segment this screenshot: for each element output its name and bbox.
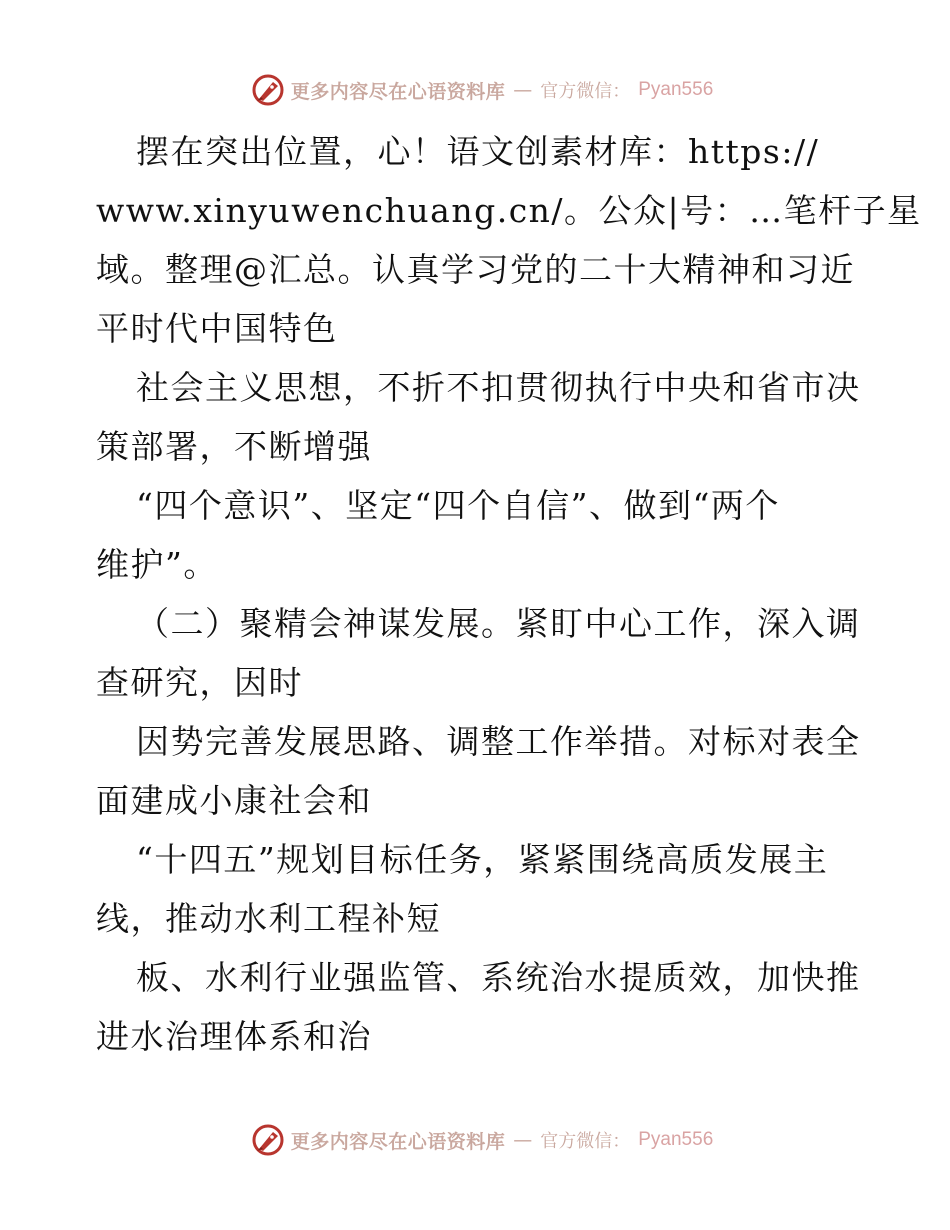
text-line: 查研究，因时 xyxy=(96,663,303,702)
text-line: 维护”。 xyxy=(96,545,218,584)
text-line: 面建成小康社会和 xyxy=(96,781,372,820)
footer-banner xyxy=(0,1120,950,1160)
text-line: 策部署，不断增强 xyxy=(96,427,372,466)
banner-dash: — xyxy=(513,79,533,101)
header-banner-content xyxy=(251,73,714,107)
document-body xyxy=(96,122,922,1066)
banner-wechat-label: 官方微信： xyxy=(540,81,631,102)
banner-wechat-id: Pyan556 xyxy=(638,79,714,100)
banner-promo-text: 更多内容尽在心语资料库 xyxy=(290,1130,506,1153)
text-line: “四个意识”、坚定“四个自信”、做到“两个 xyxy=(136,486,780,525)
text-line: （二）聚精会神谋发展。紧盯中心工作，深入调 xyxy=(136,604,861,643)
text-line: 域。整理@汇总。认真学习党的二十大精神和习近 xyxy=(96,250,855,289)
text-line: 线，推动水利工程补短 xyxy=(96,899,441,938)
text-line: “十四五”规划目标任务，紧紧围绕高质发展主 xyxy=(136,840,829,879)
banner-wechat-label: 官方微信： xyxy=(540,1131,631,1152)
text-line: 因势完善发展思路、调整工作举措。对标对表全 xyxy=(136,722,861,761)
text-line: 社会主义思想，不折不扣贯彻执行中央和省市决 xyxy=(136,368,861,407)
pen-nib-logo-icon xyxy=(251,73,285,107)
text-line: 进水治理体系和治 xyxy=(96,1017,372,1056)
text-line: www.xinyuwenchuang.cn/。公众|号：…笔杆子星 xyxy=(96,191,922,230)
banner-dash: — xyxy=(513,1129,533,1151)
text-line: 平时代中国特色 xyxy=(96,309,338,348)
text-line: 板、水利行业强监管、系统治水提质效，加快推 xyxy=(136,958,861,997)
banner-promo-text: 更多内容尽在心语资料库 xyxy=(290,80,506,103)
footer-banner-content xyxy=(251,1123,714,1157)
pen-nib-logo-icon xyxy=(251,1123,285,1157)
header-banner xyxy=(0,70,950,110)
text-line: 摆在突出位置，心！语文创素材库：https:// xyxy=(136,132,820,171)
banner-wechat-id: Pyan556 xyxy=(638,1129,714,1150)
